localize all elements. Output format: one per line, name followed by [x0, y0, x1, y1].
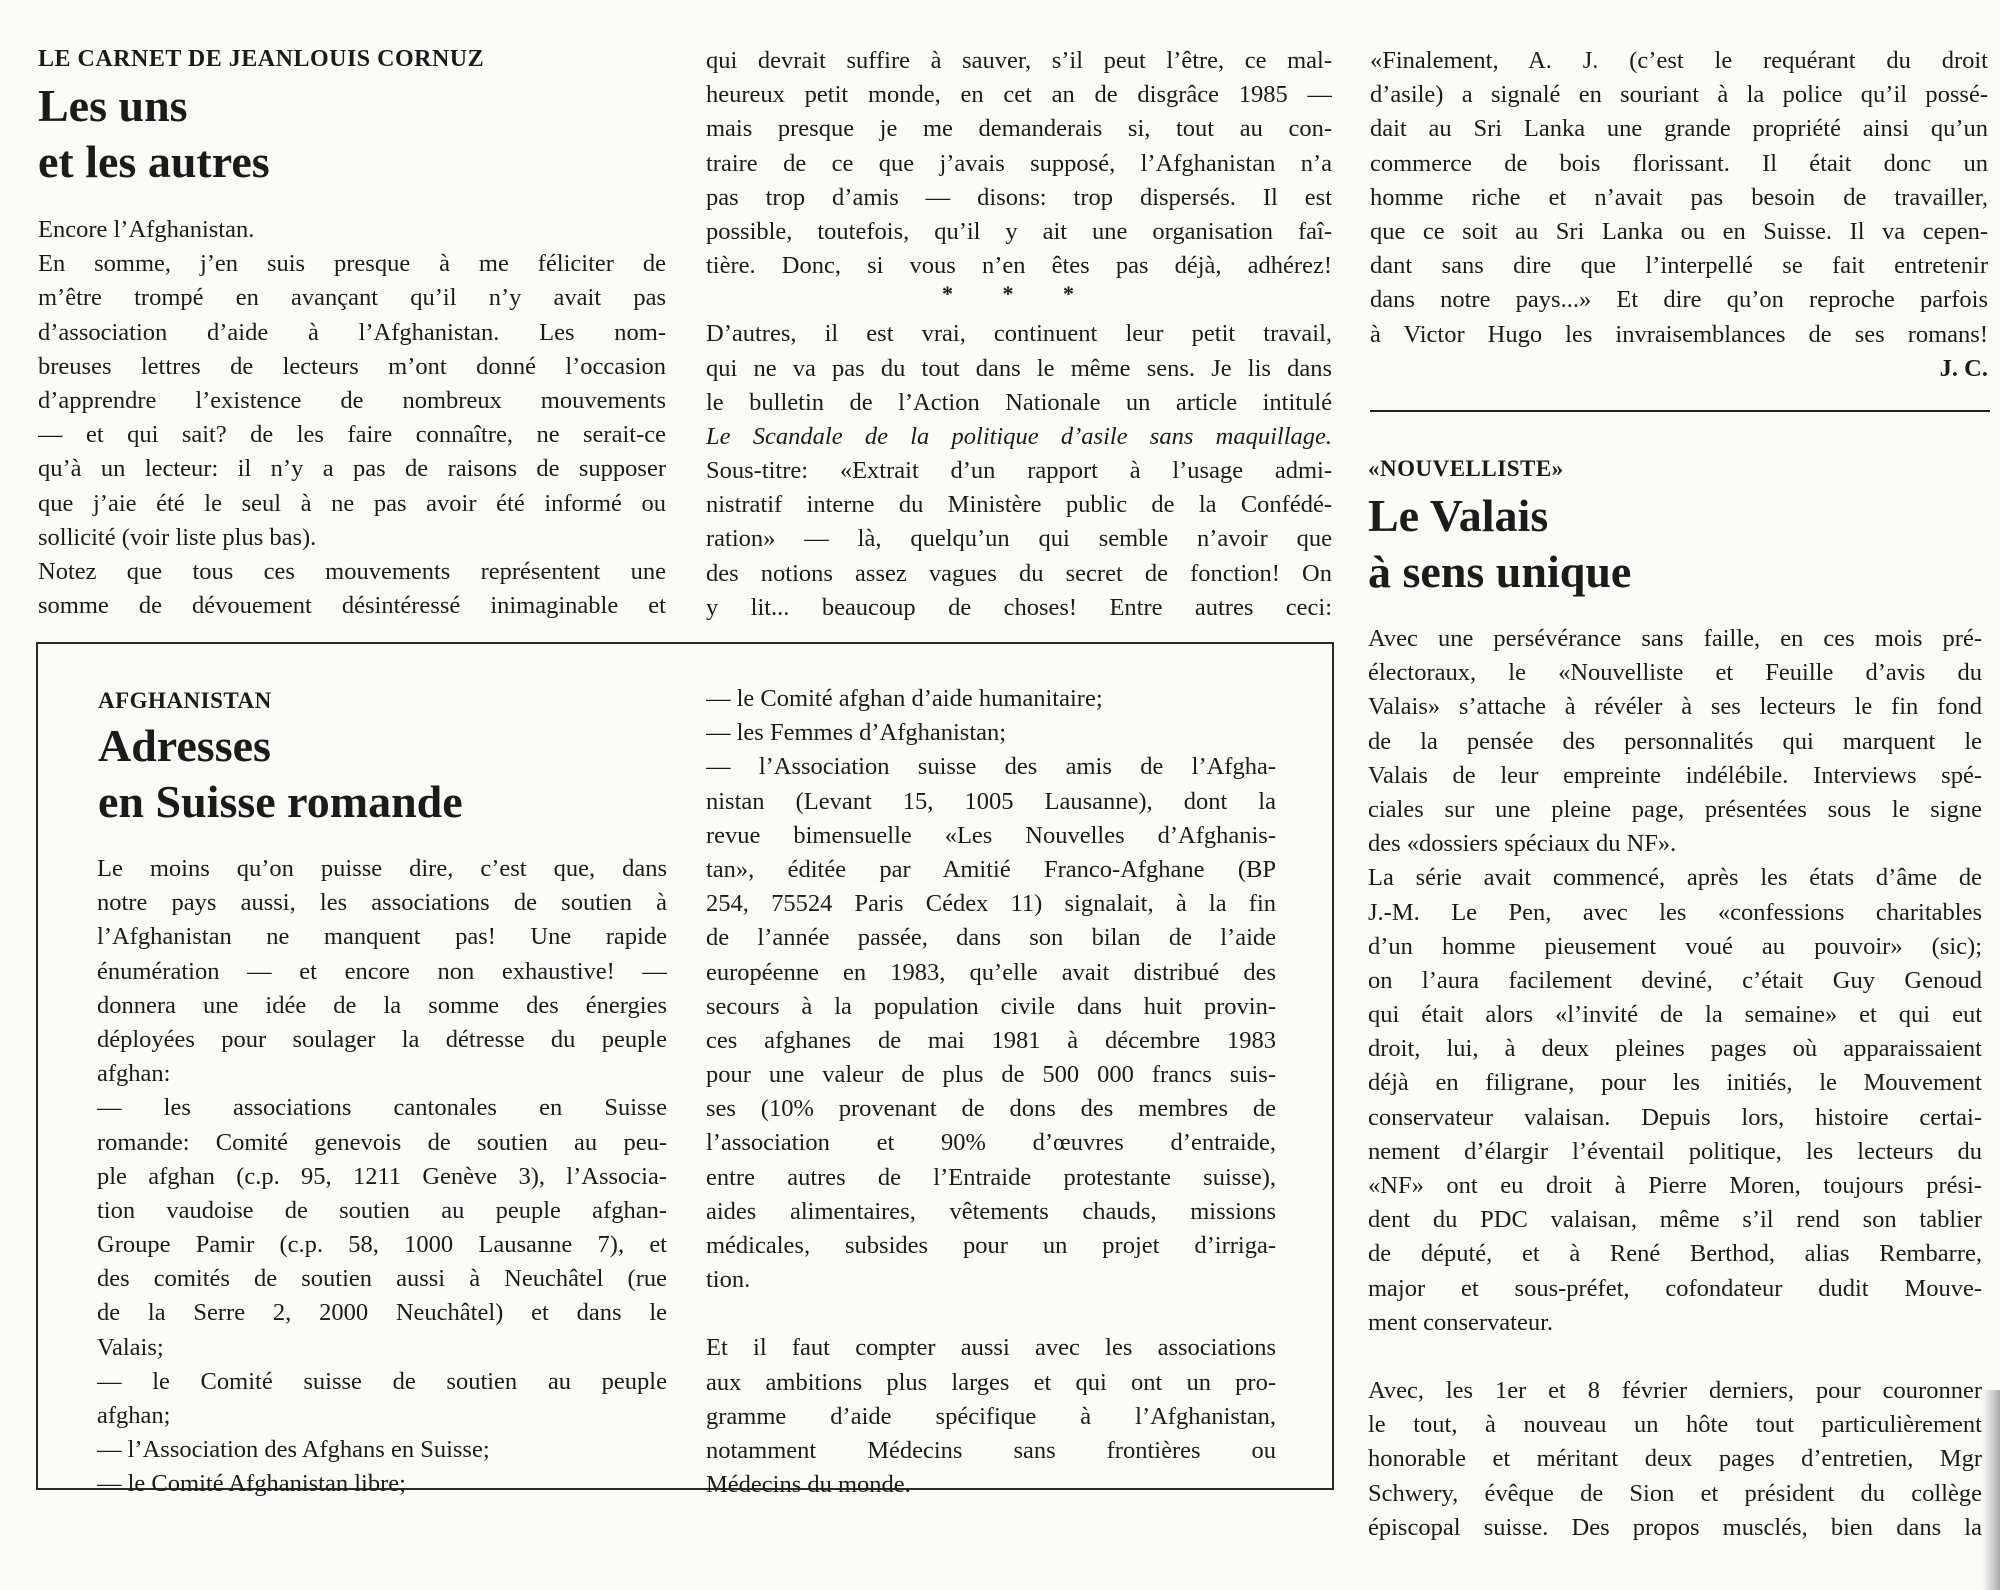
text-line: de la Serre 2, 2000 Neuchâtel) et dans le [97, 1299, 667, 1327]
text-line: Le moins qu’on puisse dire, c’est que, dans [97, 855, 667, 882]
text-line: heureux petit monde, en cet an de disgrâce 1985 — [706, 81, 1332, 109]
text-line: «Finalement, A. J. (c’est le requérant du droit [1370, 47, 1988, 74]
text-line: — le Comité suisse de soutien au peuple [97, 1367, 667, 1395]
text-line: Groupe Pamir (c.p. 58, 1000 Lausanne 7), et [97, 1231, 667, 1259]
text-line: européenne en 1983, qu’elle avait distribué des [706, 958, 1276, 986]
carnet-kicker: LE CARNET DE JEANLOUIS CORNUZ [38, 46, 485, 72]
nouvelliste-kicker: «NOUVELLISTE» [1368, 456, 1564, 481]
text-line: pas trop d’amis — disons: trop dispersés. Il est [706, 183, 1332, 211]
text-line: le bulletin de l’Action Nationale un article intitulé [706, 388, 1332, 416]
text-line: «NF» ont eu droit à Pierre Moren, toujours prési- [1368, 1172, 1982, 1199]
text-line: ple afghan (c.p. 95, 1211 Genève 3), l’Associa- [97, 1162, 667, 1190]
text-line: Et il faut compter aussi avec les associations [706, 1334, 1276, 1362]
text-line: gramme d’aide spécifique à l’Afghanistan, [706, 1402, 1276, 1430]
text-line: Schwery, évêque de Sion et président du collège [1368, 1479, 1982, 1507]
text-line: En somme, j’en suis presque à me féliciter de [38, 250, 666, 278]
text-line: secours à la population civile dans huit provin- [706, 992, 1276, 1020]
text-line: 254, 75524 Paris Cédex 11) signalait, à la fin [706, 890, 1276, 918]
text-line: J.-M. Le Pen, avec les «confessions charitables [1368, 898, 1982, 926]
text-line: Sous-titre: «Extrait d’un rapport à l’usage admi- [706, 457, 1332, 485]
text-line: — les Femmes d’Afghanistan; [706, 719, 1007, 747]
text-line: d’asile) a signalé en souriant à la police qu’il possé- [1370, 81, 1988, 109]
text-line: breuses lettres de lecteurs m’ont donné l’occasion [38, 352, 666, 380]
page-edge-shadow [1982, 1390, 2000, 1590]
text-line: aux ambitions plus larges et qui ont un pro- [706, 1368, 1276, 1396]
carnet-column-3 [1370, 44, 1988, 386]
text-line: épiscopal suisse. Des propos musclés, bien dans la [1368, 1513, 1982, 1541]
afghanistan-headline-line-1: Adresses [98, 720, 271, 771]
text-line: de député, et à René Berthod, alias Rembarre, [1368, 1240, 1982, 1268]
text-line: somme de dévouement désintéressé inimaginable et [38, 592, 666, 620]
text-line: ration» — là, quelqu’un qui semble n’avoir que [706, 525, 1332, 553]
text-line: droit, lui, à deux pleines pages où apparaissaient [1368, 1035, 1982, 1063]
carnet-headline [38, 78, 270, 190]
text-line: qui ne va pas du tout dans le même sens. Je lis dans [706, 354, 1332, 382]
text-line: qu’à un lecteur: il n’y a pas de raisons de supposer [38, 455, 666, 483]
text-line: tan», éditée par Amitié Franco-Afghane (BP [706, 855, 1276, 883]
text-line: — le Comité Afghanistan libre; [97, 1470, 406, 1498]
text-line: Encore l’Afghanistan. [38, 216, 255, 243]
nouvelliste-column [1368, 622, 1982, 1545]
nouvelliste-headline-line-1: Le Valais [1368, 490, 1549, 541]
text-line: qui était alors «l’invité de la semaine» et qui eut [1368, 1001, 1982, 1029]
text-line: — et qui sait? de les faire connaître, ne serait-ce [38, 421, 666, 449]
text-line: déployées pour soulager la détresse du peuple [97, 1025, 667, 1053]
author-signature: J. C. [1939, 354, 1988, 382]
text-line: ses (10% provenant de dons des membres de [706, 1095, 1276, 1123]
text-line: d’apprendre l’existence de nombreux mouvements [38, 386, 666, 414]
text-line: de la pensée des personnalités qui marquent le [1368, 727, 1982, 755]
text-line: Avec, les 1er et 8 février derniers, pour couronner [1368, 1376, 1982, 1404]
text-line: Notez que tous ces mouvements représentent une [38, 557, 666, 585]
text-line: conservateur valaisan. Depuis lors, histoire certai- [1368, 1103, 1982, 1131]
afghanistan-headline-line-2: en Suisse romande [98, 776, 463, 827]
afghanistan-column-left [97, 852, 667, 1502]
afghanistan-column-right [706, 682, 1276, 1502]
text-line: revue bimensuelle «Les Nouvelles d’Afghanis- [706, 821, 1276, 849]
text-line: qui devrait suffire à sauver, s’il peut l’être, ce mal- [706, 47, 1332, 74]
text-line: tion. [706, 1266, 751, 1294]
text-line: romande: Comité genevois de soutien au peu- [97, 1128, 667, 1156]
text-line: l’Afghanistan ne manquent pas! Une rapide [97, 923, 667, 951]
carnet-column-1 [38, 213, 666, 623]
text-line: des notions assez vagues du secret de fonction! On [706, 559, 1332, 587]
text-line: notre pays aussi, les associations de soutien à [97, 889, 667, 917]
text-line: entre autres de l’Entraide protestante suisse), [706, 1163, 1276, 1191]
text-line: énumération — et encore non exhaustive! — [97, 957, 667, 985]
text-line: tion vaudoise de soutien au peuple afghan- [97, 1196, 667, 1224]
text-line: que ce soit au Sri Lanka ou en Suisse. Il va cepen- [1370, 217, 1988, 245]
afghanistan-kicker: AFGHANISTAN [98, 688, 272, 713]
text-line: m’être trompé en avançant qu’il n’y avait pas [38, 284, 666, 312]
text-line: que j’aie été le seul à ne pas avoir été informé ou [38, 489, 666, 517]
text-line: afghan; [97, 1402, 171, 1429]
text-line: Avec une persévérance sans faille, en ces mois pré- [1368, 625, 1982, 652]
text-line: Valais; [97, 1333, 164, 1361]
text-line: — l’Association suisse des amis de l’Afgha- [706, 753, 1276, 781]
text-line: nistratif interne du Ministère public de la Confédé- [706, 491, 1332, 519]
carnet-column-2 [706, 44, 1332, 625]
text-line: afghan: [97, 1060, 171, 1088]
afghanistan-headline [98, 718, 463, 830]
text-line: ment conservateur. [1368, 1308, 1554, 1336]
text-line: Valais» s’attache à révéler à ses lecteurs le fin fond [1368, 693, 1982, 721]
column-divider-rule [1370, 410, 1990, 412]
text-line: des «dossiers spéciaux du NF». [1368, 830, 1677, 858]
text-line: donnera une idée de la somme des énergies [97, 991, 667, 1019]
text-line: des comités de soutien aussi à Neuchâtel (rue [97, 1265, 667, 1293]
text-line: possible, toutefois, qu’il y ait une organisation faî- [706, 217, 1332, 245]
text-line: — le Comité afghan d’aide humanitaire; [706, 685, 1103, 712]
nouvelliste-headline [1368, 488, 1631, 600]
text-line: nistan (Levant 15, 1005 Lausanne), dont la [706, 787, 1276, 815]
text-line: déjà en filigrane, pour les initiés, le Mouvement [1368, 1069, 1982, 1097]
text-line: médicales, subsides pour un projet d’irriga- [706, 1232, 1276, 1259]
text-line: major et sous-préfet, cofondateur dudit Mouve- [1368, 1274, 1982, 1302]
text-line: dait au Sri Lanka une grande propriété ainsi qu’un [1370, 115, 1988, 143]
text-line: y lit... beaucoup de choses! Entre autres ceci: [706, 593, 1332, 621]
text-line: Médecins du monde. [706, 1471, 911, 1499]
carnet-headline-line-1: Les uns [38, 80, 188, 131]
text-line: pour une valeur de plus de 500 000 francs suis- [706, 1061, 1276, 1089]
text-line: Valais de leur empreinte indélébile. Interviews spé- [1368, 761, 1982, 789]
text-line: — l’Association des Afghans en Suisse; [97, 1436, 490, 1464]
text-line: dans notre pays...» Et dire qu’on reproche parfois [1370, 286, 1988, 314]
text-line: ces afghanes de mai 1981 à décembre 1983 [706, 1026, 1276, 1054]
carnet-headline-line-2: et les autres [38, 136, 270, 187]
text-line: dant sans dire que l’interpellé se fait entretenir [1370, 252, 1988, 280]
text-line: nement d’élargir l’éventail politique, les lecteurs du [1368, 1137, 1982, 1165]
text-line: dent du PDC valaisan, même s’il rend son tablier [1368, 1206, 1982, 1234]
text-line: Le Scandale de la politique d’asile sans maquillage. [706, 422, 1332, 450]
text-line: le tout, à nouveau un hôte tout particulièrement [1368, 1411, 1982, 1439]
text-line: ciales sur une pleine page, présentées sous le signe [1368, 795, 1982, 823]
text-line: La série avait commencé, après les états d’âme de [1368, 864, 1982, 892]
text-line: homme riche et n’avait pas besoin de travailler, [1370, 183, 1988, 211]
text-line: D’autres, il est vrai, continuent leur petit travail, [706, 320, 1332, 348]
text-line: aides alimentaires, vêtements chauds, missions [706, 1197, 1276, 1225]
text-line: traire de ce que j’avais supposé, l’Afghanistan n’a [706, 149, 1332, 177]
section-separator: * * * [942, 283, 1096, 307]
text-line: sollicité (voir liste plus bas). [38, 523, 317, 551]
text-line: honorable et méritant deux pages d’entretien, Mgr [1368, 1445, 1982, 1473]
nouvelliste-headline-line-2: à sens unique [1368, 546, 1632, 597]
text-line: d’association d’aide à l’Afghanistan. Les nom- [38, 318, 666, 346]
text-line: on l’aura facilement deviné, c’était Guy Genoud [1368, 966, 1982, 994]
text-line: commerce de bois florissant. Il était donc un [1370, 149, 1988, 177]
text-line: mais presque je me demanderais si, tout au con- [706, 115, 1332, 143]
text-line: de l’année passée, dans son bilan de l’aide [706, 924, 1276, 952]
text-line: l’association et 90% d’œuvres d’entraide, [706, 1129, 1276, 1157]
text-line: tière. Donc, si vous n’en êtes pas déjà, adhérez! [706, 252, 1332, 280]
text-line: à Victor Hugo les invraisemblances de ses romans! [1370, 320, 1988, 348]
text-line: d’un homme pieusement voué au pouvoir» (sic); [1368, 932, 1982, 960]
text-line: notamment Médecins sans frontières ou [706, 1436, 1276, 1464]
text-line: — les associations cantonales en Suisse [97, 1094, 667, 1122]
text-line: électoraux, le «Nouvelliste et Feuille d’avis du [1368, 659, 1982, 687]
